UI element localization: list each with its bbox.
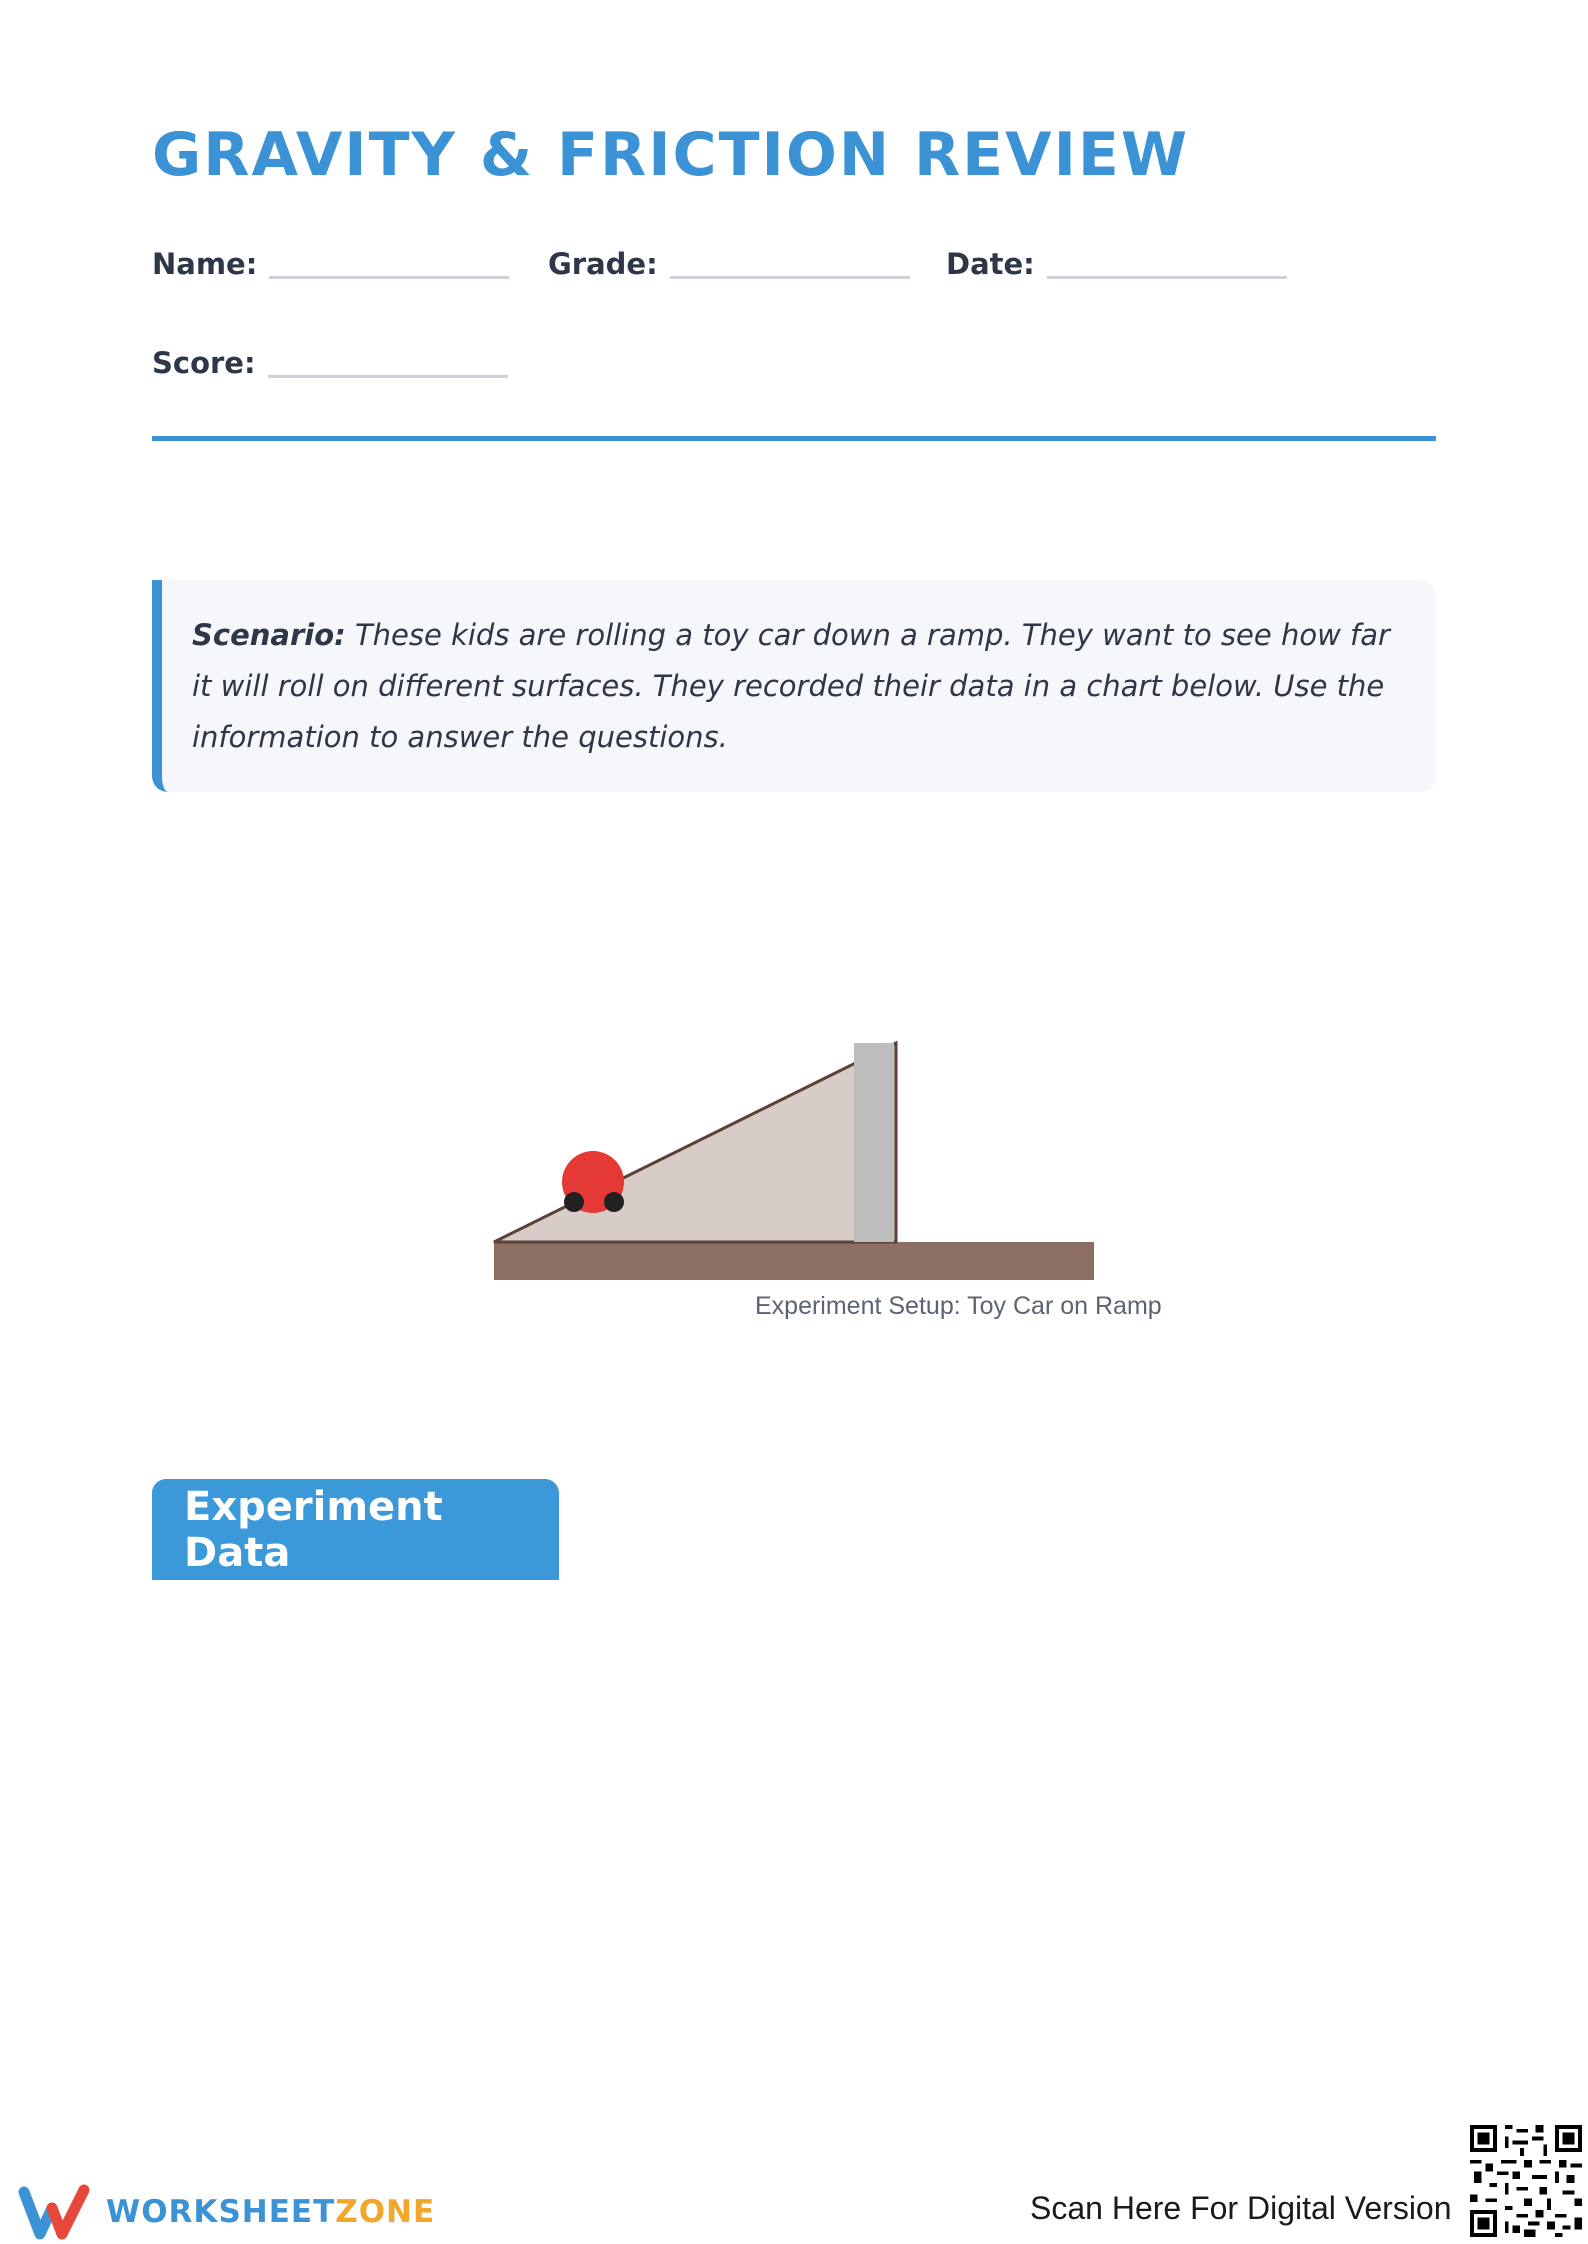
ground-surface — [494, 1242, 1094, 1280]
name-field[interactable] — [152, 247, 509, 281]
score-label: Score: — [152, 346, 256, 380]
toy-car-wheel-front — [604, 1192, 624, 1212]
score-blank-line[interactable] — [268, 351, 508, 378]
w-logo-icon — [18, 2182, 94, 2242]
ramp-support-block — [854, 1043, 894, 1242]
name-label: Name: — [152, 247, 258, 281]
scenario-box — [152, 580, 1436, 792]
date-field[interactable] — [946, 247, 1287, 281]
score-field[interactable] — [152, 346, 508, 380]
worksheet-title: GRAVITY & FRICTION REVIEW — [152, 120, 1190, 190]
worksheetzone-logo[interactable] — [18, 2182, 435, 2242]
scenario-label: Scenario: — [192, 618, 346, 652]
name-blank-line[interactable] — [269, 252, 509, 279]
figure-caption: Experiment Setup: Toy Car on Ramp — [755, 1292, 1162, 1320]
ramp — [494, 1043, 896, 1242]
scan-instruction: Scan Here For Digital Version — [1030, 2190, 1452, 2226]
qr-code-icon[interactable] — [1470, 2125, 1582, 2237]
scenario-text: These kids are rolling a toy car down a ramp. They want to see how far it will roll on different surfaces. They recorded their data in a chart below. Use the information to answer the questions. — [192, 618, 1390, 754]
grade-blank-line[interactable] — [670, 252, 910, 279]
date-label: Date: — [946, 247, 1035, 281]
toy-car-wheel-rear — [564, 1192, 584, 1212]
experiment-data-heading: Experiment Data — [152, 1479, 559, 1580]
grade-label: Grade: — [548, 247, 658, 281]
date-blank-line[interactable] — [1047, 252, 1287, 279]
grade-field[interactable] — [548, 247, 910, 281]
logo-wordmark: WORKSHEETZONE — [106, 2194, 436, 2230]
ramp-illustration — [490, 1035, 1200, 1325]
header-divider — [152, 436, 1436, 441]
